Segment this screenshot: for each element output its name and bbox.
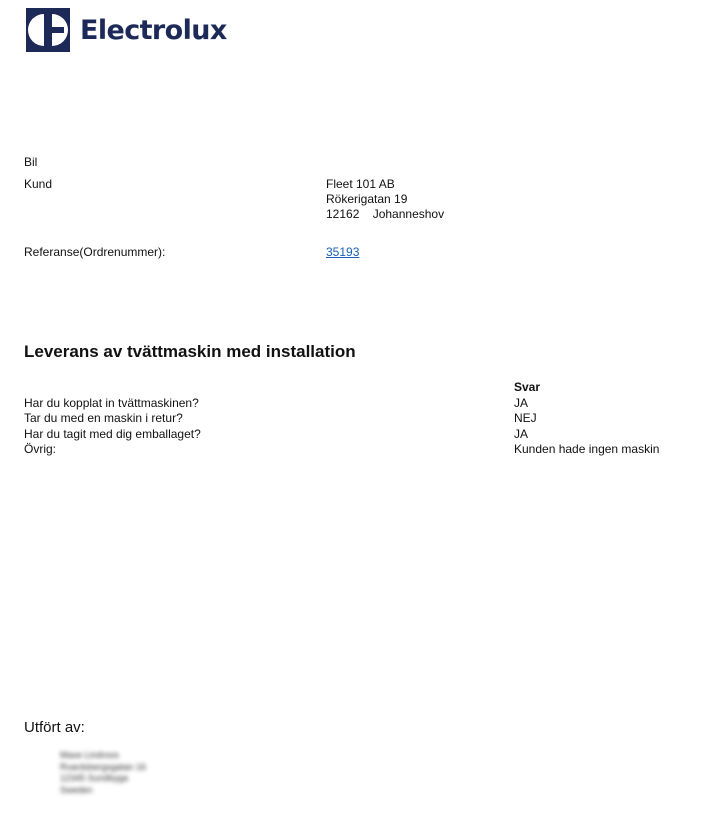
customer-address [326,177,444,222]
reference-link[interactable]: 35193 [326,245,360,259]
questions-column [24,380,201,458]
question-4: Övrig: [24,442,57,456]
answer-3: JA [514,426,529,441]
answer-4: Kunden hade ingen maskin [514,442,660,456]
vehicle-label: Bil [24,155,38,169]
customer-postal-city: 12162 Johanneshov [326,207,445,221]
answer-1: JA [514,395,529,410]
blurred-line: Rvardsbergsgatan 16 [60,761,147,772]
customer-label: Kund [24,177,53,191]
performed-by-details [60,750,146,796]
answer-header: Svar [514,380,541,394]
question-1: Har du kopplat in tvättmaskinen? [24,395,199,410]
brand-name: Electrolux [80,14,227,46]
blurred-line: 12345 Sundbyga [60,773,129,783]
answer-2: NEJ [514,411,537,425]
answers-column [514,380,659,458]
question-2: Tar du med en maskin i retur? [24,411,183,425]
performed-by-label: Utfört av: [24,719,85,736]
blurred-line: Sweden [60,784,93,795]
customer-name: Fleet 101 AB [326,177,395,191]
brand-logo [26,8,227,52]
blurred-line: Maxe Lindroos [60,750,120,760]
section-title: Leverans av tvättmaskin med installation [24,342,356,361]
question-3: Har du tagit med dig emballaget? [24,426,201,441]
electrolux-logo-icon [26,8,70,52]
reference-label: Referanse(Ordrenummer): [24,245,166,259]
customer-street: Rökerigatan 19 [326,192,408,206]
